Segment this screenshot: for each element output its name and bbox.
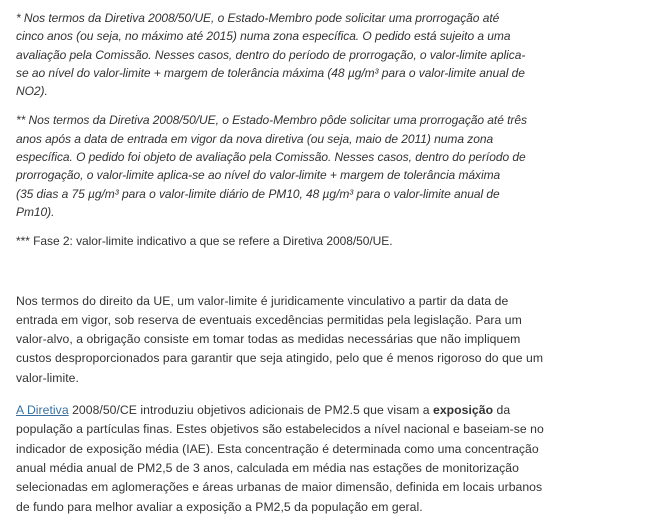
paragraph-line: população a partículas finas. Estes objetivos são estabelecidos a nível nacional e baseiam-se no: [16, 422, 544, 437]
footnote-line: anos após a data de entrada em vigor da nova diretiva (ou seja, maio de 2011) numa zona: [16, 131, 494, 146]
footnote-line: (35 dias a 75 µg/m³ para o valor-limite diário de PM10, 48 µg/m³ para o valor-limite anual de: [16, 186, 500, 201]
limit-value-paragraph: [16, 292, 576, 388]
footnote-line: cinco anos (ou seja, no máximo até 2015) numa zona específica. O pedido está sujeito a uma: [16, 29, 511, 44]
footnote-triple-asterisk: [16, 232, 576, 250]
paragraph-line: anual média anual de PM2,5 de 3 anos, calculada em média nas estações de monitorização: [16, 460, 519, 475]
paragraph-line: custos desproporcionados para garantir que seja atingido, pelo que é menos rigoroso do que um: [16, 351, 544, 366]
paragraph-line: Nos termos do direito da UE, um valor-limite é juridicamente vinculativo a partir da data de: [16, 293, 509, 308]
footnote-line: se ao nível do valor-limite + margem de tolerância máxima (48 µg/m³ para o valor-limite anual de: [16, 65, 525, 80]
footnote-single-asterisk: [16, 9, 576, 100]
footnote-line: prorrogação, o valor-limite aplica-se ao nível do valor-limite + margem de tolerância máxima: [16, 168, 501, 183]
footnote-line: avaliação pela Comissão. Nesses casos, dentro do período de prorrogação, o valor-limite aplica-: [16, 47, 526, 62]
footnote-line: *** Fase 2: valor-limite indicativo a que se refere a Diretiva 2008/50/UE.: [16, 234, 393, 249]
directive-link[interactable]: A Diretiva: [16, 403, 69, 418]
paragraph-line: valor-alvo, a obrigação consiste em tomar todas as medidas necessárias que não impliquem: [16, 332, 521, 347]
paragraph-line: valor-limite.: [16, 370, 79, 385]
footnote-line: * Nos termos da Diretiva 2008/50/UE, o Estado-Membro pode solicitar uma prorrogação até: [16, 11, 500, 25]
footnote-line: ** Nos termos da Diretiva 2008/50/UE, o Estado-Membro pôde solicitar uma prorrogação até três: [16, 113, 527, 128]
footnote-double-asterisk: [16, 111, 576, 221]
paragraph-line: selecionadas em aglomerações e áreas urbanas de maior dimensão, definida em locais urbanos: [16, 480, 543, 495]
paragraph-text: 2008/50/CE introduziu objetivos adicionais de PM2.5 que visam a: [68, 403, 434, 418]
paragraph-line: de fundo para melhor avaliar a exposição a PM2,5 da população em geral.: [16, 499, 423, 514]
footnote-line: Pm10).: [16, 204, 55, 219]
paragraph-line: entrada em vigor, sob reserva de eventuais excedências permitidas pela legislação. Para um: [16, 312, 522, 327]
pm25-exposure-paragraph: [16, 401, 576, 517]
document-content: [16, 9, 576, 517]
paragraph-text: da: [493, 403, 511, 418]
paragraph-line: indicador de exposição média (IAE). Esta concentração é determinada como uma concentração: [16, 441, 539, 456]
exposure-bold-term: exposição: [433, 403, 494, 418]
footnote-line: específica. O pedido foi objeto de avaliação pela Comissão. Nesses casos, dentro do período de: [16, 150, 526, 165]
footnote-line: NO2).: [16, 84, 48, 99]
